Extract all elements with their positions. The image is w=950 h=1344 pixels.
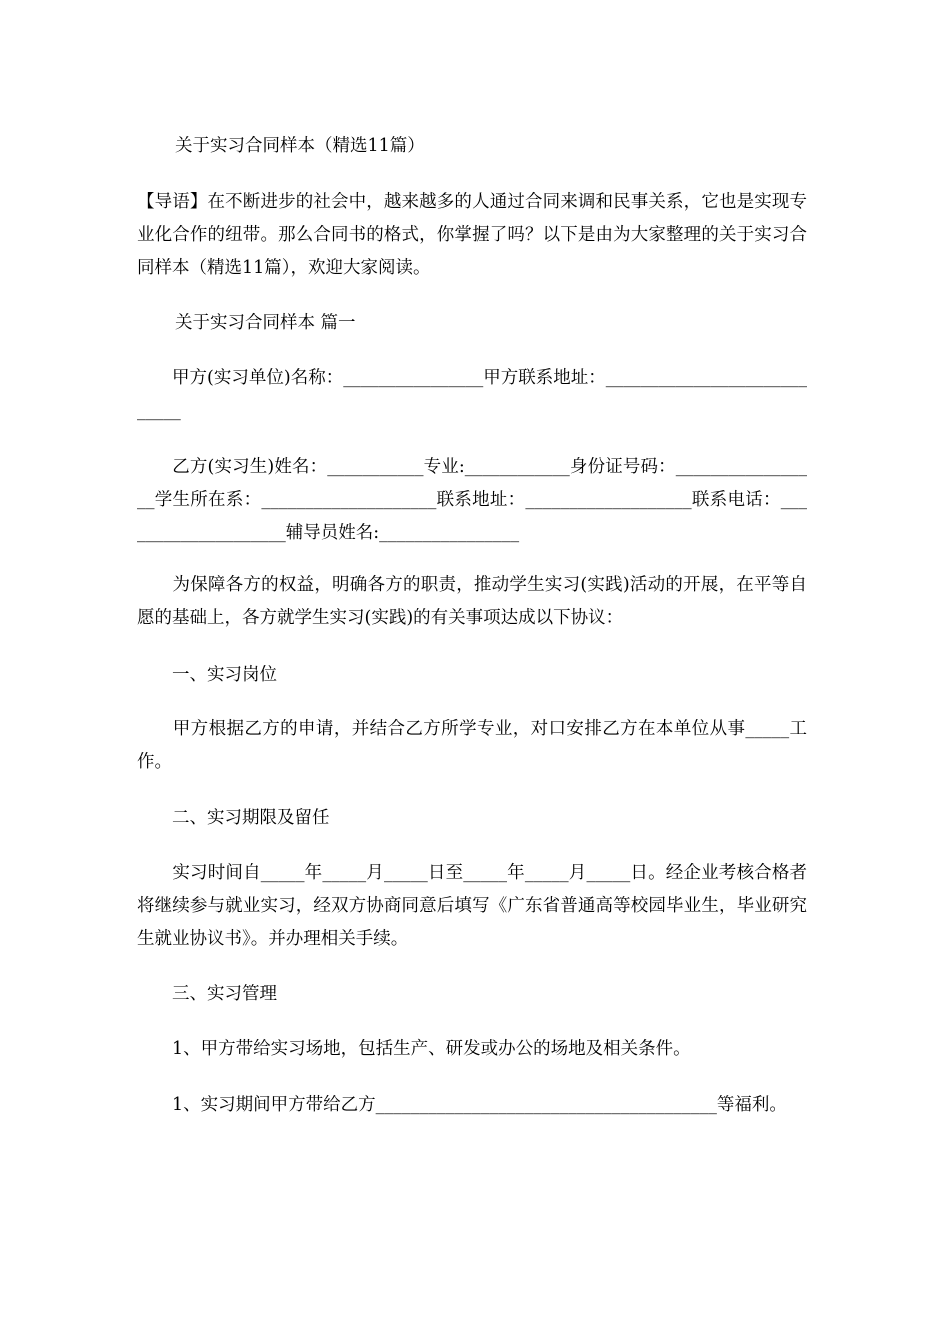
document-title: 关于实习合同样本（精选11篇） — [175, 136, 425, 156]
clause-paragraph-2: 实习时间自_____年_____月_____日至_____年_____月_____日。经企业考核合格者将继续参与就业实习，经双方协商同意后填写《广东省普通高等校园毕业生，毕业研究生就业协议书》。并办理相关手续。 — [137, 863, 807, 949]
clause-paragraph-4: 1、实习期间甲方带给乙方_______________________________________等福利。 — [137, 1095, 787, 1115]
clause-paragraph-3: 1、甲方带给实习场地，包括生产、研发或办公的场地及相关条件。 — [137, 1039, 691, 1059]
party-b-fields: 乙方(实习生)姓名：___________专业:____________身份证号码：_________________学生所在系：____________________联系地址：___________________联系电话：____________________辅导员姓名:________________ — [137, 457, 807, 543]
section-heading: 关于实习合同样本 篇一 — [175, 313, 356, 333]
preamble-paragraph: 为保障各方的权益，明确各方的职责，推动学生实习(实践)活动的开展，在平等自愿的基础上，各方就学生实习(实践)的有关事项达成以下协议： — [137, 575, 807, 628]
document-page — [137, 0, 807, 1344]
clause-heading-3: 三、实习管理 — [137, 984, 277, 1004]
clause-paragraph-1: 甲方根据乙方的申请，并结合乙方所学专业，对口安排乙方在本单位从事_____工作。 — [137, 719, 807, 772]
clause-heading-1: 一、实习岗位 — [137, 665, 277, 685]
intro-paragraph: 【导语】在不断进步的社会中，越来越多的人通过合同来调和民事关系，它也是实现专业化合作的纽带。那么合同书的格式，你掌握了吗？以下是由为大家整理的关于实习合同样本（精选11篇），欢迎大家阅读。 — [137, 192, 807, 278]
clause-heading-2: 二、实习期限及留任 — [137, 808, 330, 828]
party-a-fields: 甲方(实习单位)名称：________________甲方联系地址：____________________________ — [137, 368, 807, 421]
